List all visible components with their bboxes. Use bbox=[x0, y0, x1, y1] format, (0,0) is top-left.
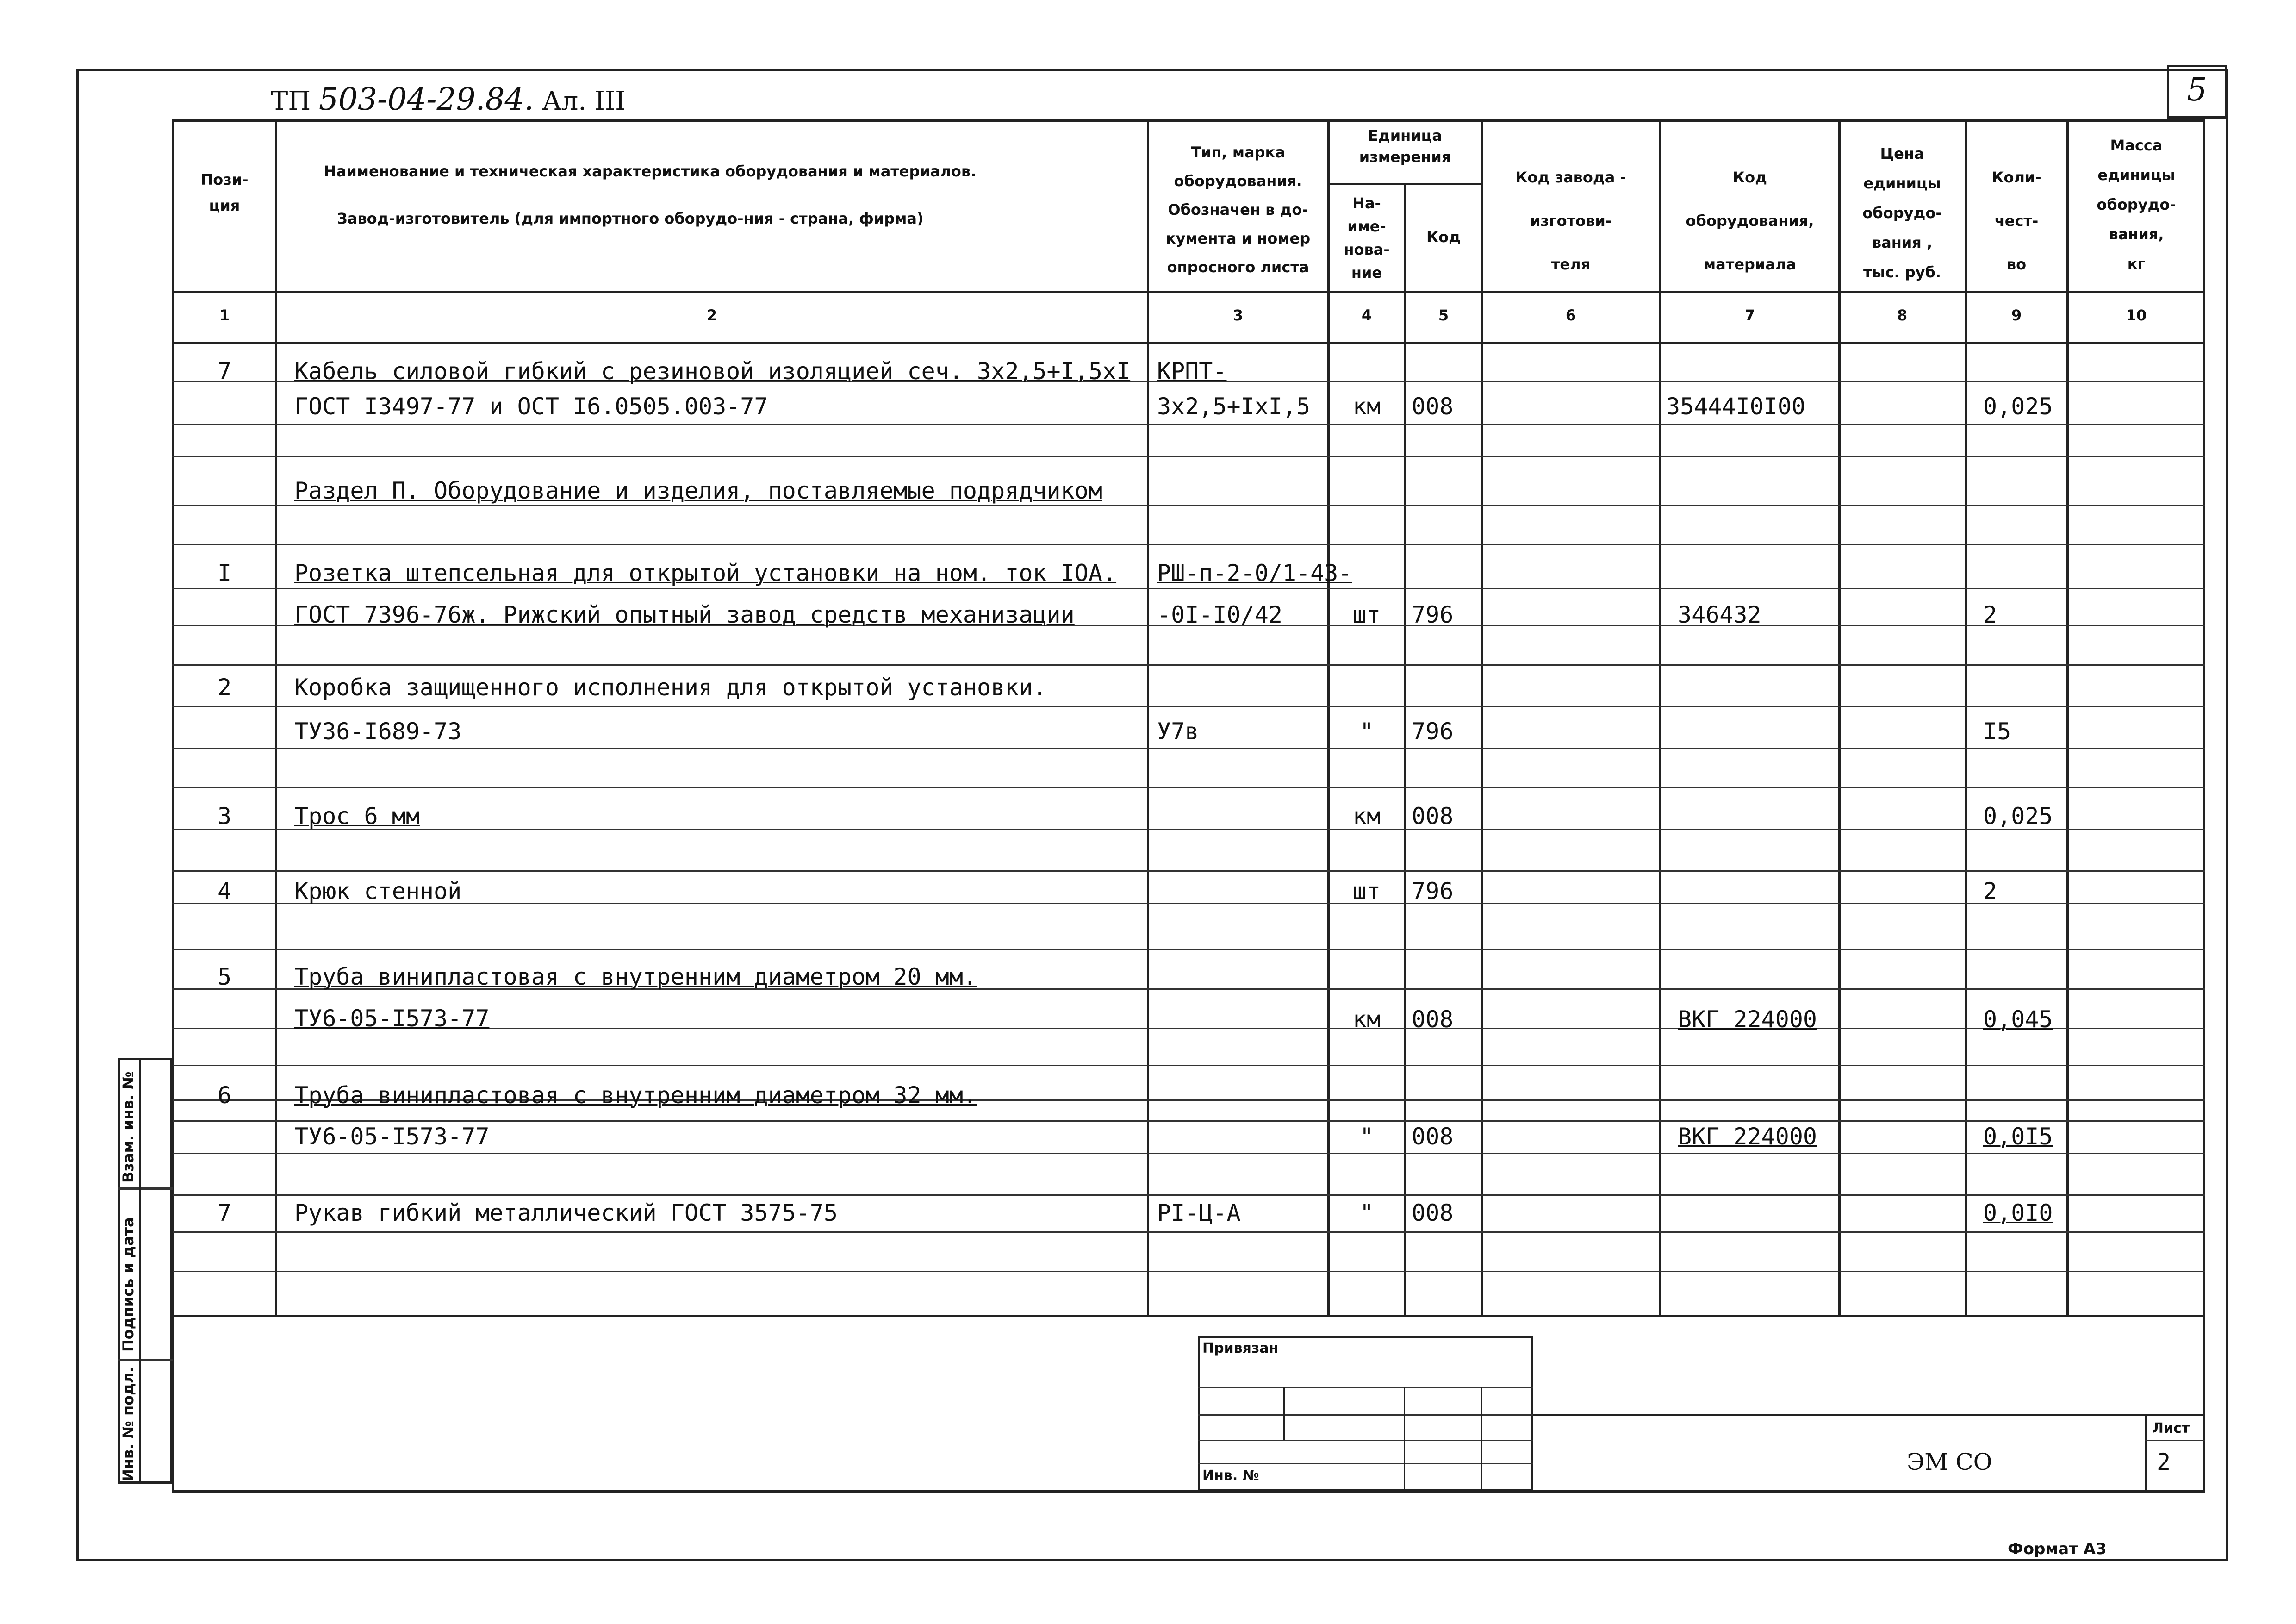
table-bottom-line bbox=[172, 1315, 2205, 1317]
colnum-3: 3 bbox=[1232, 306, 1244, 324]
row-line bbox=[172, 544, 2205, 545]
sheet-box-line bbox=[2145, 1440, 2205, 1441]
title-block-line bbox=[1198, 1463, 1533, 1464]
colnum-7: 7 bbox=[1744, 306, 1755, 324]
tp-prefix: ТП bbox=[271, 86, 311, 116]
side-stamp-divider bbox=[118, 1187, 173, 1190]
row-position: I bbox=[217, 560, 232, 587]
colnum-4: 4 bbox=[1361, 306, 1372, 324]
row-name: ГОСТ 7396-76ж. Рижский опытный завод средств механизации bbox=[294, 601, 1075, 628]
row-code: 008 bbox=[1412, 1199, 1454, 1226]
row-name: Кабель силовой гибкий с резиновой изоляцией сеч. 3x2,5+I,5xI bbox=[294, 358, 1131, 385]
row-unit: км bbox=[1352, 1006, 1381, 1033]
title-block-line bbox=[1198, 1440, 1533, 1441]
row-line bbox=[172, 829, 2205, 830]
colnum-10: 10 bbox=[2126, 306, 2147, 324]
row-equipment-code: ВКГ 224000 bbox=[1678, 1123, 1817, 1150]
col-divider-8 bbox=[1965, 119, 1967, 1315]
row-unit: км bbox=[1352, 803, 1381, 830]
row-name: ТУ36-I689-73 bbox=[294, 718, 462, 745]
side-podpis-label: Подпись и дата bbox=[119, 1217, 137, 1352]
row-code: 008 bbox=[1412, 803, 1454, 830]
row-name: ГОСТ I3497-77 и ОСТ I6.0505.003-77 bbox=[294, 393, 768, 420]
row-position: 5 bbox=[217, 963, 232, 990]
row-line bbox=[172, 748, 2205, 749]
header-position: Пози- ция bbox=[200, 171, 249, 214]
row-quantity: 0,025 bbox=[1983, 803, 2053, 830]
tp-code: 503-04-29.84. bbox=[319, 81, 534, 117]
row-code: 796 bbox=[1412, 718, 1454, 745]
side-stamp-divider bbox=[118, 1359, 173, 1361]
row-position: 3 bbox=[217, 803, 232, 830]
title-block-col bbox=[1404, 1387, 1405, 1491]
row-quantity: 0,0I0 bbox=[1983, 1199, 2053, 1226]
title-block-line bbox=[1198, 1414, 1533, 1416]
colnum-8: 8 bbox=[1897, 306, 1908, 324]
row-position: 4 bbox=[217, 878, 232, 905]
row-position: 2 bbox=[217, 674, 232, 701]
section-title: Раздел П. Оборудование и изделия, поставляемые подрядчиком bbox=[294, 477, 1102, 504]
row-type: РШ-п-2-0/1-43- bbox=[1157, 560, 1352, 587]
colnum-5: 5 bbox=[1438, 306, 1449, 324]
privyazan-label: Привязан bbox=[1202, 1340, 1279, 1356]
row-position: 7 bbox=[217, 1199, 232, 1226]
specification-table bbox=[172, 119, 2205, 1493]
colnum-1: 1 bbox=[219, 306, 230, 324]
row-line bbox=[172, 1271, 2205, 1272]
row-unit: " bbox=[1359, 1199, 1374, 1226]
row-equipment-code: ВКГ 224000 bbox=[1678, 1006, 1817, 1033]
row-unit: шт bbox=[1352, 878, 1381, 905]
row-name: ТУ6-05-I573-77 bbox=[294, 1005, 490, 1032]
header-name-line2: Завод-изготовитель (для импортного оборудо‑ния - страна, фирма) bbox=[337, 210, 924, 227]
side-vzam-label: Взам. инв. № bbox=[119, 1071, 137, 1183]
row-line bbox=[172, 424, 2205, 425]
row-line bbox=[172, 870, 2205, 872]
doc-code: ЭМ СО bbox=[1907, 1449, 1992, 1475]
header-unit-price: Цена единицы оборудо- вания , тыс. руб. bbox=[1862, 145, 1942, 281]
header-unit-mass: Масса единицы оборудо- вания, кг bbox=[2097, 137, 2176, 273]
row-equipment-code: 346432 bbox=[1678, 601, 1761, 628]
row-type: -0I-I0/42 bbox=[1157, 601, 1282, 628]
row-code: 796 bbox=[1412, 601, 1454, 628]
row-line bbox=[172, 1120, 2205, 1122]
row-quantity: 2 bbox=[1983, 601, 1997, 628]
col-divider-9 bbox=[2066, 119, 2069, 1315]
row-code: 008 bbox=[1412, 1123, 1454, 1150]
header-factory-code: Код завода - изготови- теля bbox=[1515, 169, 1626, 273]
row-line bbox=[172, 706, 2205, 707]
col-divider-7 bbox=[1838, 119, 1841, 1315]
row-line bbox=[172, 1231, 2205, 1233]
unit-header-divider bbox=[1327, 183, 1481, 185]
row-unit: км bbox=[1352, 393, 1381, 420]
title-block-top-line bbox=[1533, 1414, 2205, 1416]
row-type: РI-Ц-А bbox=[1157, 1199, 1241, 1226]
row-position: 6 bbox=[217, 1082, 232, 1109]
colnum-9: 9 bbox=[2011, 306, 2022, 324]
header-type: Тип, марка оборудования. Обозначен в до- кумента и номер опросного листа bbox=[1165, 144, 1311, 276]
row-line bbox=[172, 787, 2205, 788]
row-name: Труба винипластовая с внутренним диаметром 32 мм. bbox=[294, 1082, 977, 1109]
row-line bbox=[172, 664, 2205, 666]
title-block-col bbox=[1481, 1387, 1482, 1491]
row-type: КРПТ- bbox=[1157, 358, 1227, 385]
header-quantity: Коли- чест- во bbox=[1991, 169, 2041, 273]
inv-number-label: Инв. № bbox=[1202, 1468, 1259, 1484]
row-name: Трос 6 мм bbox=[294, 803, 420, 830]
row-line bbox=[172, 1153, 2205, 1154]
row-quantity: 0,0I5 bbox=[1983, 1123, 2053, 1150]
row-position: 7 bbox=[217, 358, 232, 385]
row-line bbox=[172, 456, 2205, 457]
row-unit: " bbox=[1359, 718, 1374, 745]
row-quantity: 2 bbox=[1983, 878, 1997, 905]
row-equipment-code: 35444I0I00 bbox=[1666, 393, 1806, 420]
col-divider-6 bbox=[1659, 119, 1661, 1315]
sheet-number: 2 bbox=[2157, 1449, 2171, 1475]
row-code: 008 bbox=[1412, 393, 1454, 420]
row-name: ТУ6-05-I573-77 bbox=[294, 1123, 490, 1150]
album-label: Ал. III bbox=[542, 86, 626, 116]
row-line bbox=[172, 949, 2205, 950]
side-inv-label: Инв. № подл. bbox=[119, 1367, 137, 1481]
colnum-2: 2 bbox=[706, 306, 717, 324]
row-name: Коробка защищенного исполнения для открытой установки. bbox=[294, 674, 1047, 701]
header-name-line1: Наименование и техническая характеристика оборудования и материалов. bbox=[324, 162, 977, 180]
row-quantity: I5 bbox=[1983, 718, 2011, 745]
row-quantity: 0,025 bbox=[1983, 393, 2053, 420]
page-number: 5 bbox=[2167, 65, 2227, 119]
colnum-6: 6 bbox=[1565, 306, 1576, 324]
header-unit: Единица измерения bbox=[1359, 127, 1451, 166]
title-block-line bbox=[1198, 1387, 1533, 1388]
sheet-label: Лист bbox=[2152, 1420, 2190, 1437]
row-line bbox=[172, 588, 2205, 589]
header-unit-name: На- име- нова- ние bbox=[1344, 194, 1390, 281]
row-type: У7в bbox=[1157, 718, 1199, 745]
row-quantity: 0,045 bbox=[1983, 1006, 2053, 1033]
row-code: 008 bbox=[1412, 1006, 1454, 1033]
row-code: 796 bbox=[1412, 878, 1454, 905]
row-name: Крюк стенной bbox=[294, 878, 462, 905]
row-line bbox=[172, 505, 2205, 506]
header-equipment-code: Код оборудования, материала bbox=[1686, 169, 1814, 273]
row-line bbox=[172, 903, 2205, 904]
row-name: Рукав гибкий металлический ГОСТ 3575-75 bbox=[294, 1199, 838, 1226]
column-number-line bbox=[172, 342, 2205, 344]
format-label: Формат А3 bbox=[2008, 1540, 2107, 1558]
col-divider-1 bbox=[275, 119, 277, 1315]
header-bottom-line bbox=[172, 291, 2205, 293]
col-divider-2 bbox=[1147, 119, 1149, 1315]
header-unit-code: Код bbox=[1426, 228, 1461, 246]
row-line bbox=[172, 1065, 2205, 1066]
col-divider-3 bbox=[1327, 119, 1330, 1315]
row-name: Розетка штепсельная для открытой установки на ном. ток IOA. bbox=[294, 560, 1117, 587]
row-line bbox=[172, 1194, 2205, 1196]
row-unit: " bbox=[1359, 1123, 1374, 1150]
document-header bbox=[271, 81, 625, 117]
col-divider-5 bbox=[1481, 119, 1483, 1315]
row-type: 3x2,5+IxI,5 bbox=[1157, 393, 1311, 420]
side-stamp-inner-line bbox=[139, 1058, 141, 1484]
title-block-col bbox=[1283, 1387, 1285, 1440]
row-name: Труба винипластовая с внутренним диаметром 20 мм. bbox=[294, 963, 977, 990]
row-unit: шт bbox=[1352, 601, 1381, 628]
sheet-box-divider bbox=[2145, 1414, 2147, 1491]
